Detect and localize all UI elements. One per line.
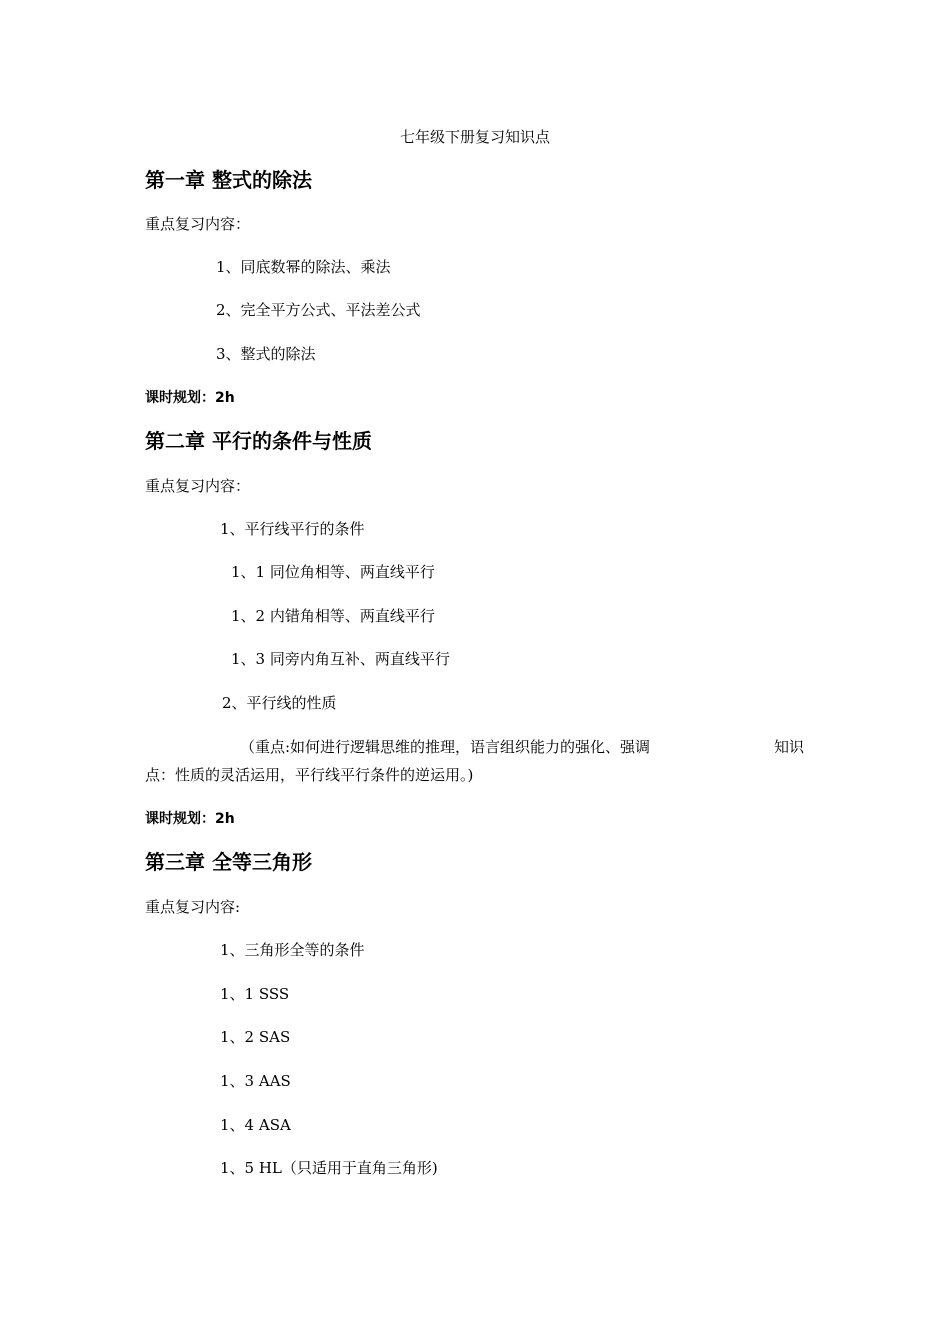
chapter-2-item: 1、3 同旁内角互补、两直线平行 [231,650,450,668]
chapter-2-note-tail: 知识 [774,738,805,756]
chapter-3-item: 1、4 ASA [220,1116,291,1134]
chapter-2-plan: 课时规划：2h [145,811,235,827]
chapter-3-item: 1、3 AAS [220,1072,291,1090]
chapter-2-item: 2、平行线的性质 [222,694,337,712]
chapter-2-item: 1、2 内错角相等、两直线平行 [231,607,435,625]
chapter-2-item: 1、平行线平行的条件 [220,520,365,538]
chapter-1-item: 2、完全平方公式、平法差公式 [216,301,421,319]
chapter-1-plan: 课时规划：2h [145,390,235,406]
chapter-3-item: 1、三角形全等的条件 [220,941,365,959]
chapter-1-heading: 第一章 整式的除法 [145,168,312,192]
chapter-2-heading: 第二章 平行的条件与性质 [145,429,372,453]
document-title: 七年级下册复习知识点 [399,128,550,146]
chapter-3-heading: 第三章 全等三角形 [145,850,312,874]
chapter-3-item: 1、1 SSS [220,985,290,1003]
chapter-3-intro: 重点复习内容: [145,898,241,916]
chapter-2-intro: 重点复习内容： [145,477,251,495]
chapter-3-item: 1、2 SAS [220,1028,291,1046]
chapter-1-intro: 重点复习内容： [145,215,251,233]
chapter-1-item: 1、同底数幂的除法、乘法 [216,258,391,276]
chapter-2-item: 1、1 同位角相等、两直线平行 [231,563,435,581]
chapter-3-item: 1、5 HL（只适用于直角三角形) [220,1159,438,1177]
chapter-1-item: 3、整式的除法 [216,345,316,363]
chapter-2-note-continued: 点：性质的灵活运用，平行线平行条件的逆运用。) [145,766,474,784]
chapter-2-note: （重点:如何进行逻辑思维的推理，语言组织能力的强化、强调 [240,738,651,756]
